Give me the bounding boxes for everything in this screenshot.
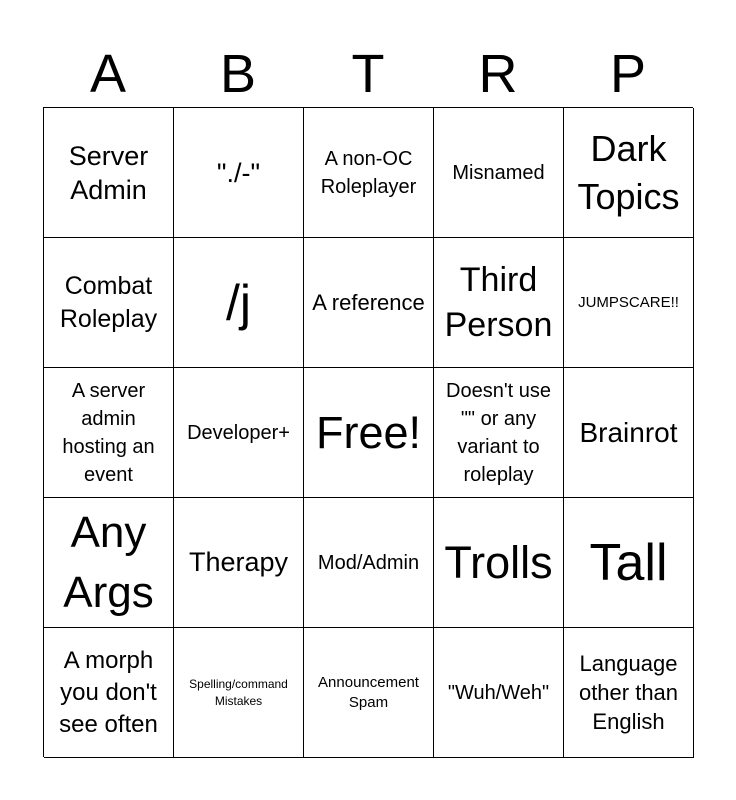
cell-text: Doesn't use "" or any variant to roleplay xyxy=(446,379,551,486)
bingo-cell[interactable] xyxy=(304,498,434,628)
cell-text: A non-OC Roleplayer xyxy=(320,147,417,198)
bingo-cell[interactable] xyxy=(564,108,694,238)
cell-text: JUMPSCARE!! xyxy=(578,293,679,311)
cell-text: Dark Topics xyxy=(577,127,680,217)
bingo-cell[interactable] xyxy=(304,368,434,498)
cell-text: Developer+ xyxy=(187,421,290,444)
cell-text: /j xyxy=(226,274,251,331)
cell-text: Combat Roleplay xyxy=(59,271,158,333)
cell-text: "Wuh/Weh" xyxy=(447,681,550,704)
bingo-cell[interactable] xyxy=(304,238,434,368)
bingo-cell[interactable] xyxy=(174,238,304,368)
bingo-cell[interactable] xyxy=(44,628,174,758)
cell-text: A reference xyxy=(312,290,425,315)
cell-text: Server Admin xyxy=(68,140,149,205)
cell-text: Therapy xyxy=(188,547,289,577)
bingo-cell[interactable] xyxy=(564,498,694,628)
cell-text: "./-" xyxy=(216,157,261,188)
bingo-cell[interactable] xyxy=(434,108,564,238)
cell-text: Brainrot xyxy=(579,417,678,448)
cell-text: Mod/Admin xyxy=(317,551,420,574)
bingo-cell[interactable] xyxy=(564,368,694,498)
bingo-cell[interactable] xyxy=(44,108,174,238)
bingo-header xyxy=(43,40,693,108)
cell-text: Language other than English xyxy=(578,651,679,734)
bingo-cell[interactable] xyxy=(564,238,694,368)
cell-text: Trolls xyxy=(444,536,553,588)
cell-text: Spelling/command Mistakes xyxy=(189,676,288,708)
bingo-cell[interactable] xyxy=(44,498,174,628)
cell-text: Third Person xyxy=(444,260,553,344)
header-letter-r: R xyxy=(478,44,518,104)
bingo-cell[interactable] xyxy=(434,628,564,758)
cell-text: A morph you don't see often xyxy=(59,646,158,738)
header-letter-p: P xyxy=(609,44,647,104)
header-letter-a: A xyxy=(89,44,127,104)
cell-text: Tall xyxy=(589,533,668,592)
bingo-cell[interactable] xyxy=(174,498,304,628)
bingo-cell[interactable] xyxy=(174,628,304,758)
bingo-cell[interactable] xyxy=(304,628,434,758)
bingo-cell[interactable] xyxy=(434,498,564,628)
bingo-cell[interactable] xyxy=(434,238,564,368)
cell-text: Misnamed xyxy=(452,161,545,184)
bingo-cell[interactable] xyxy=(564,628,694,758)
bingo-cell[interactable] xyxy=(44,368,174,498)
bingo-cell[interactable] xyxy=(174,368,304,498)
bingo-cell[interactable] xyxy=(434,368,564,498)
header-letter-b: B xyxy=(219,44,257,104)
cell-text: Free! xyxy=(315,406,422,458)
bingo-cell[interactable] xyxy=(44,238,174,368)
bingo-cell[interactable] xyxy=(304,108,434,238)
bingo-cell[interactable] xyxy=(174,108,304,238)
header-letter-t: T xyxy=(351,44,385,104)
bingo-board xyxy=(43,107,693,757)
cell-text: A server admin hosting an event xyxy=(62,379,155,486)
cell-text: Announcement Spam xyxy=(318,673,419,711)
cell-text: Any Args xyxy=(63,507,154,617)
